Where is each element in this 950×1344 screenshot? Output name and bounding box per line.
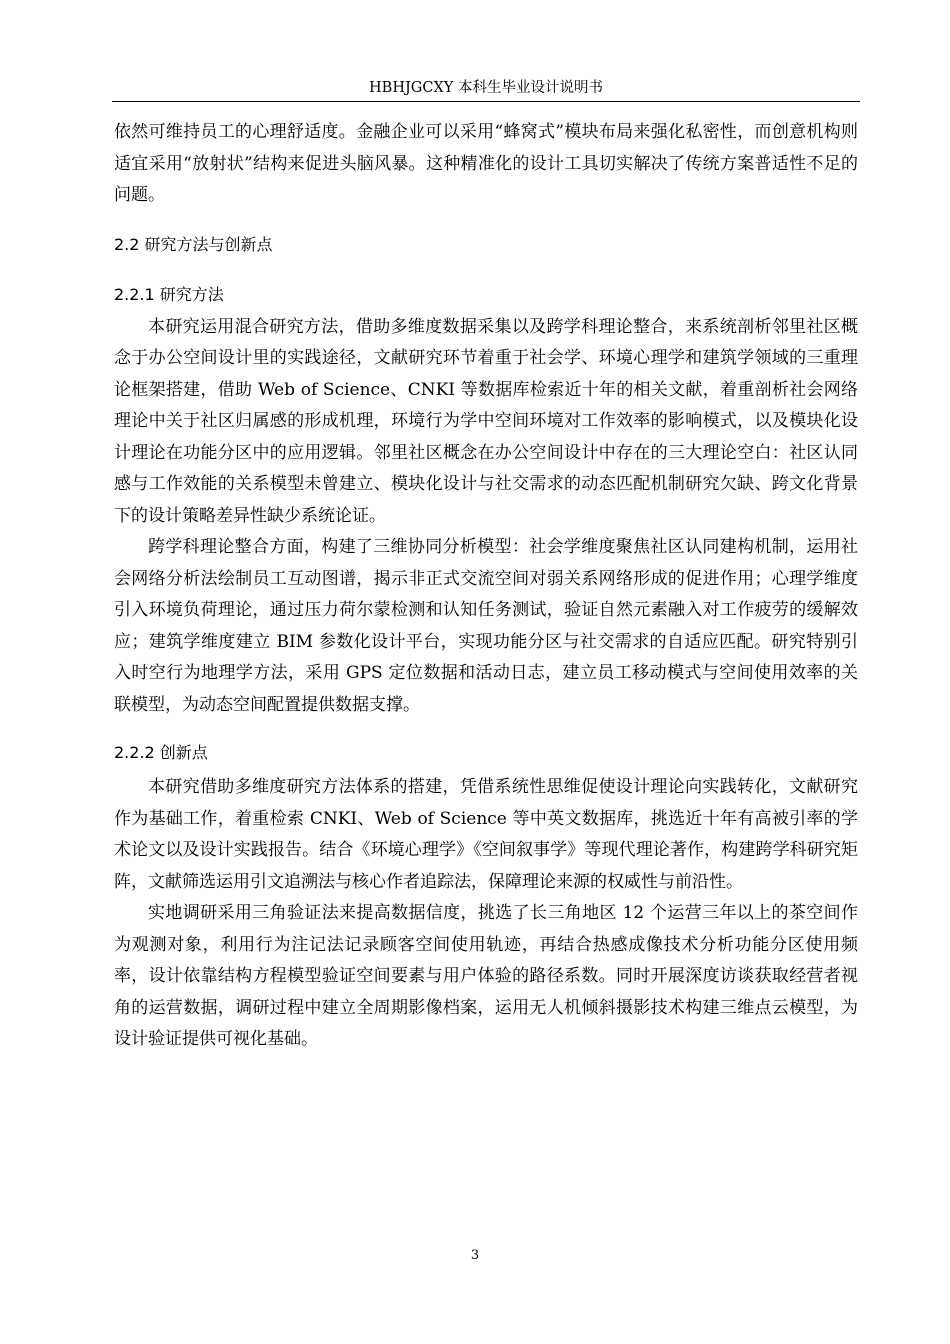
running-header: HBHJGCXY 本科生毕业设计说明书 <box>369 80 603 96</box>
methods-paragraph-2: 跨学科理论整合方面，构建了三维协同分析模型：社会学维度聚焦社区认同建构机制，运用社会网络分析法绘制员工互动图谱，揭示非正式交流空间对弱关系网络形成的促进作用；心理学维度引入环境负荷理论，通过压力荷尔蒙检测和认知任务测试，验证自然元素融入对工作疲劳的缓解效应；建筑学维度建立 BIM 参数化设计平台，实现功能分区与社交需求的自适应匹配。研究特别引入时空行为地理学方法，采用 GPS 定位数据和活动日志，建立员工移动模式与空间使用效率的关联模型，为动态空间配置提供数据支撑。 <box>114 537 858 715</box>
section-heading-2-2: 2.2 研究方法与创新点 <box>114 234 273 254</box>
methods-paragraph-1: 本研究运用混合研究方法，借助多维度数据采集以及跨学科理论整合，来系统剖析邻里社区概念于办公空间设计里的实践途径，文献研究环节着重于社会学、环境心理学和建筑学领域的三重理论框架搭建，借助 Web of Science、CNKI 等数据库检索近十年的相关文献，着重剖析社会网络理论中关于社区归属感的形成机理，环境行为学中空间环境对工作效率的影响模式，以及模块化设计理论在功能分区中的应用逻辑。邻里社区概念在办公空间设计中存在的三大理论空白：社区认同感与工作效能的关系模型未曾建立、模块化设计与社交需求的动态匹配机制研究欠缺、跨文化背景下的设计策略差异性缺少系统论证。 <box>114 316 858 526</box>
header-divider <box>112 101 860 102</box>
paragraph-continued: 依然可维持员工的心理舒适度。金融企业可以采用“蜂窝式”模块布局来强化私密性，而创意机构则适宜采用“放射状”结构来促进头脑风暴。这种精准化的设计工具切实解决了传统方案普适性不足的问题。 <box>114 122 858 205</box>
page-body <box>114 117 858 1056</box>
subsection-heading-2-2-2: 2.2.2 创新点 <box>114 743 208 762</box>
innovation-paragraph-1: 本研究借助多维度研究方法体系的搭建，凭借系统性思维促使设计理论向实践转化，文献研究作为基础工作，着重检索 CNKI、Web of Science 等中英文数据库，挑选近十年有高被引率的学术论文以及设计实践报告。结合《环境心理学》《空间叙事学》等现代理论著作，构建跨学科研究矩阵，文献筛选运用引文追溯法与核心作者追踪法，保障理论来源的权威性与前沿性。 <box>114 777 858 892</box>
subsection-heading-2-2-1: 2.2.1 研究方法 <box>114 284 224 304</box>
page-number: 3 <box>470 1248 480 1263</box>
innovation-paragraph-2: 实地调研采用三角验证法来提高数据信度，挑选了长三角地区 12 个运营三年以上的茶空间作为观测对象，利用行为注记法记录顾客空间使用轨迹，再结合热感成像技术分析功能分区使用频率，设计依靠结构方程模型验证空间要素与用户体验的路径系数。同时开展深度访谈获取经营者视角的运营数据，调研过程中建立全周期影像档案，运用无人机倾斜摄影技术构建三维点云模型，为设计验证提供可视化基础。 <box>114 903 858 1049</box>
